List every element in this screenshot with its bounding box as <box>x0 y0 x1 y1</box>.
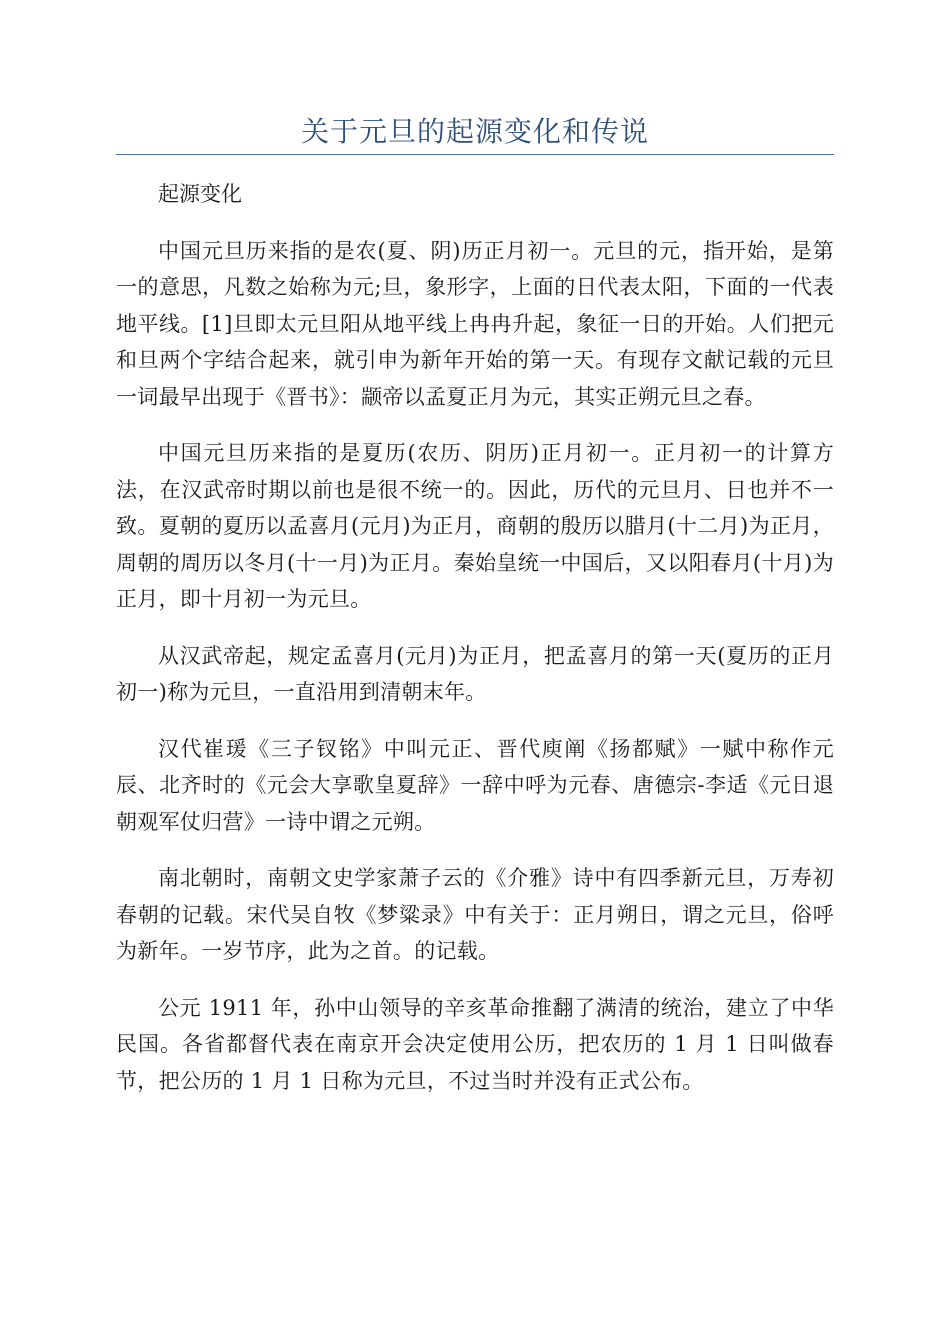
document-body <box>116 176 834 1119</box>
paragraph-southern-northern: 南北朝时，南朝文史学家萧子云的《介雅》诗中有四季新元旦，万寿初春朝的记载。宋代吴自牧《梦粱录》中有关于：正月朔日，谓之元旦，俗呼为新年。一岁节序，此为之首。的记载。 <box>116 866 834 963</box>
section-heading: 起源变化 <box>158 182 242 206</box>
paragraph-calendar-history: 中国元旦历来指的是夏历(农历、阴历)正月初一。正月初一的计算方法，在汉武帝时期以前也是很不统一的。因此，历代的元旦月、日也并不一致。夏朝的夏历以孟喜月(元月)为正月，商朝的殷历以腊月(十二月)为正月，周朝的周历以冬月(十一月)为正月。秦始皇统一中国后，又以阳春月(十月)为正月，即十月初一为元旦。 <box>116 441 834 611</box>
page-title: 关于元旦的起源变化和传说 <box>300 115 649 148</box>
paragraph-han-wudi: 从汉武帝起，规定孟喜月(元月)为正月，把孟喜月的第一天(夏历的正月初一)称为元旦，一直沿用到清朝末年。 <box>116 643 834 704</box>
paragraph-origin-meaning: 中国元旦历来指的是农(夏、阴)历正月初一。元旦的元，指开始，是第一的意思，凡数之始称为元;旦，象形字，上面的日代表太阳，下面的一代表地平线。[1]旦即太元旦阳从地平线上冉冉升起，象征一日的开始。人们把元和旦两个字结合起来，就引申为新年开始的第一天。有现存文献记载的元旦一词最早出现于《晋书》：颛帝以孟夏正月为元，其实正朔元旦之春。 <box>116 238 834 409</box>
paragraph-republic-era: 公元 1911 年，孙中山领导的辛亥革命推翻了满清的统治，建立了中华民国。各省都督代表在南京开会决定使用公历，把农历的 1 月 1 日叫做春节，把公历的 1 月 1 日称为元旦，不过当时并没有正式公布。 <box>116 995 834 1093</box>
paragraph-historical-names: 汉代崔瑗《三子钗铭》中叫元正、晋代庾阐《扬都赋》一赋中称作元辰、北齐时的《元会大享歌皇夏辞》一辞中呼为元春、唐德宗-李适《元日退朝观军仗归营》一诗中谓之元朔。 <box>116 736 834 834</box>
title-underline <box>116 154 834 155</box>
